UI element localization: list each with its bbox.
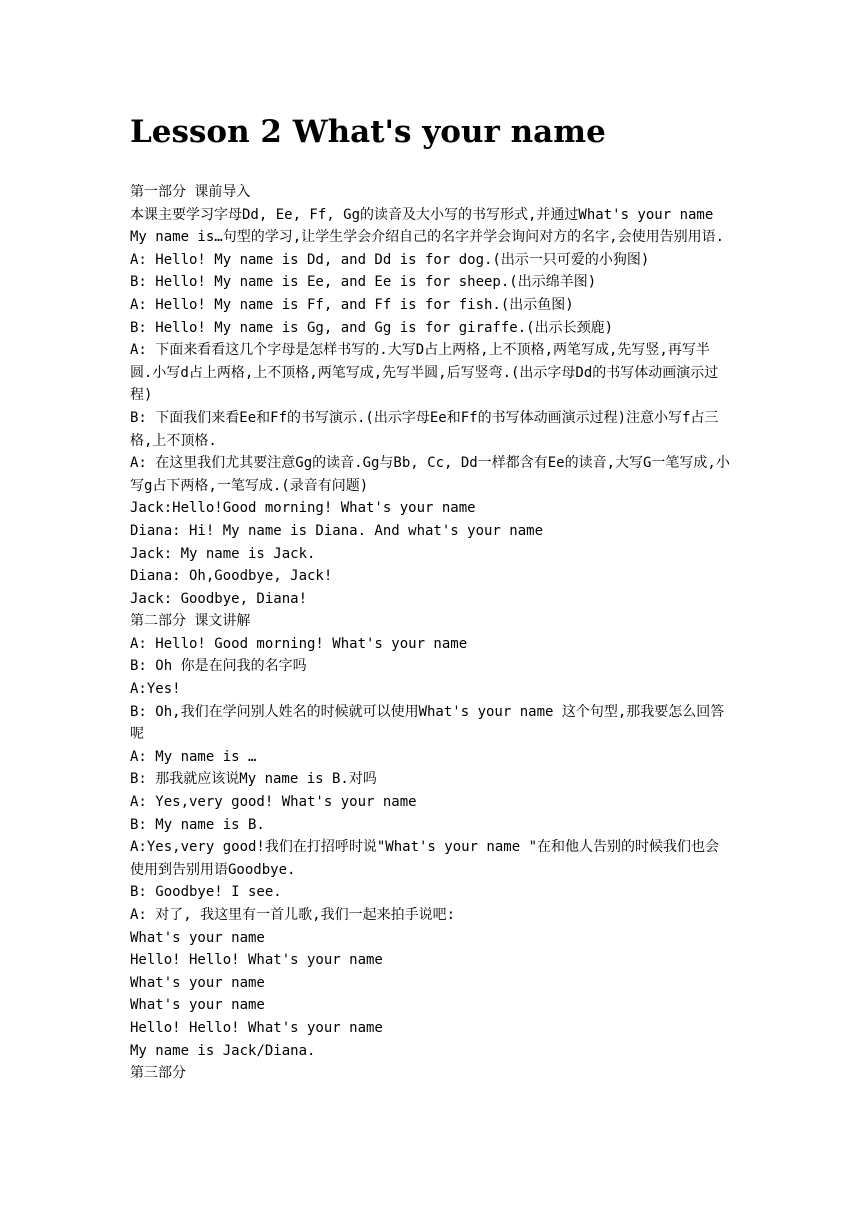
dialogue-line: Jack: My name is Jack. bbox=[130, 545, 316, 562]
dialogue-line: A: Yes,very good! What's your name bbox=[130, 794, 417, 811]
chant-line: My name is Jack/Diana. bbox=[130, 1042, 316, 1059]
dialogue-line: A: 在这里我们尤其要注意Gg的读音.Gg与Bb, Cc, Dd一样都含有Ee的读音,大写G一笔写成,小写g占下两格,一笔写成.(录音有问题) bbox=[130, 455, 730, 494]
section-heading: 第一部分 课前导入 bbox=[130, 184, 251, 200]
dialogue-line: A: Hello! My name is Ff, and Ff is for fish.(出示鱼图) bbox=[130, 296, 574, 313]
section-heading: 第二部分 课文讲解 bbox=[130, 613, 251, 630]
dialogue-line: A:Yes,very good!我们在打招呼时说"What's your name "在和他人告别的时候我们也会使用到告别用语Goodbye. bbox=[130, 839, 720, 878]
dialogue-line: A: Hello! Good morning! What's your name bbox=[130, 635, 468, 652]
dialogue-line: B: My name is B. bbox=[130, 816, 265, 833]
chant-line: What's your name bbox=[130, 929, 265, 946]
dialogue-line: Diana: Oh,Goodbye, Jack! bbox=[130, 568, 333, 585]
dialogue-line: A: My name is … bbox=[130, 748, 257, 765]
dialogue-line: Jack: Goodbye, Diana! bbox=[130, 590, 308, 607]
dialogue-line: B: Oh 你是在问我的名字吗 bbox=[130, 658, 307, 675]
dialogue-line: Jack:Hello!Good morning! What's your name bbox=[130, 500, 476, 517]
chant-line: Hello! Hello! What's your name bbox=[130, 1019, 383, 1036]
dialogue-line: Diana: Hi! My name is Diana. And what's your name bbox=[130, 522, 544, 539]
dialogue-line: A: 对了, 我这里有一首儿歌,我们一起来拍手说吧: bbox=[130, 907, 455, 923]
dialogue-line: B: Oh,我们在学问别人姓名的时候就可以使用What's your name 这个句型,那我要怎么回答呢 bbox=[130, 703, 725, 743]
intro-paragraph: 本课主要学习字母Dd, Ee, Ff, Gg的读音及大小写的书写形式,并通过What's your name My name is…句型的学习,让学生学会介绍自己的名字并学会询问对方的名字,会使用告别用语. bbox=[130, 206, 724, 246]
chant-line: What's your name bbox=[130, 997, 265, 1014]
dialogue-line: B: Goodbye! I see. bbox=[130, 884, 282, 901]
chant-line: What's your name bbox=[130, 974, 265, 991]
dialogue-line: A: 下面来看看这几个字母是怎样书写的.大写D占上两格,上不顶格,两笔写成,先写竖,再写半圆.小写d占上两格,上不顶格,两笔写成,先写半圆,后写竖弯.(出示字母Dd的书写体动画演示过程) bbox=[130, 342, 719, 404]
dialogue-line: B: Hello! My name is Gg, and Gg is for giraffe.(出示长颈鹿) bbox=[130, 319, 614, 336]
chant-line: Hello! Hello! What's your name bbox=[130, 952, 383, 969]
dialogue-line: B: 那我就应该说My name is B.对吗 bbox=[130, 771, 377, 788]
dialogue-line: B: Hello! My name is Ee, and Ee is for sheep.(出示绵羊图) bbox=[130, 274, 597, 291]
document-title: Lesson 2 What's your name bbox=[130, 114, 606, 150]
section-heading: 第三部分 bbox=[130, 1065, 186, 1082]
dialogue-line: B: 下面我们来看Ee和Ff的书写演示.(出示字母Ee和Ff的书写体动画演示过程)注意小写f占三格,上不顶格. bbox=[130, 409, 719, 449]
dialogue-line: A:Yes! bbox=[130, 681, 181, 698]
document-body bbox=[130, 181, 730, 1085]
dialogue-line: A: Hello! My name is Dd, and Dd is for dog.(出示一只可爱的小狗图) bbox=[130, 251, 650, 268]
